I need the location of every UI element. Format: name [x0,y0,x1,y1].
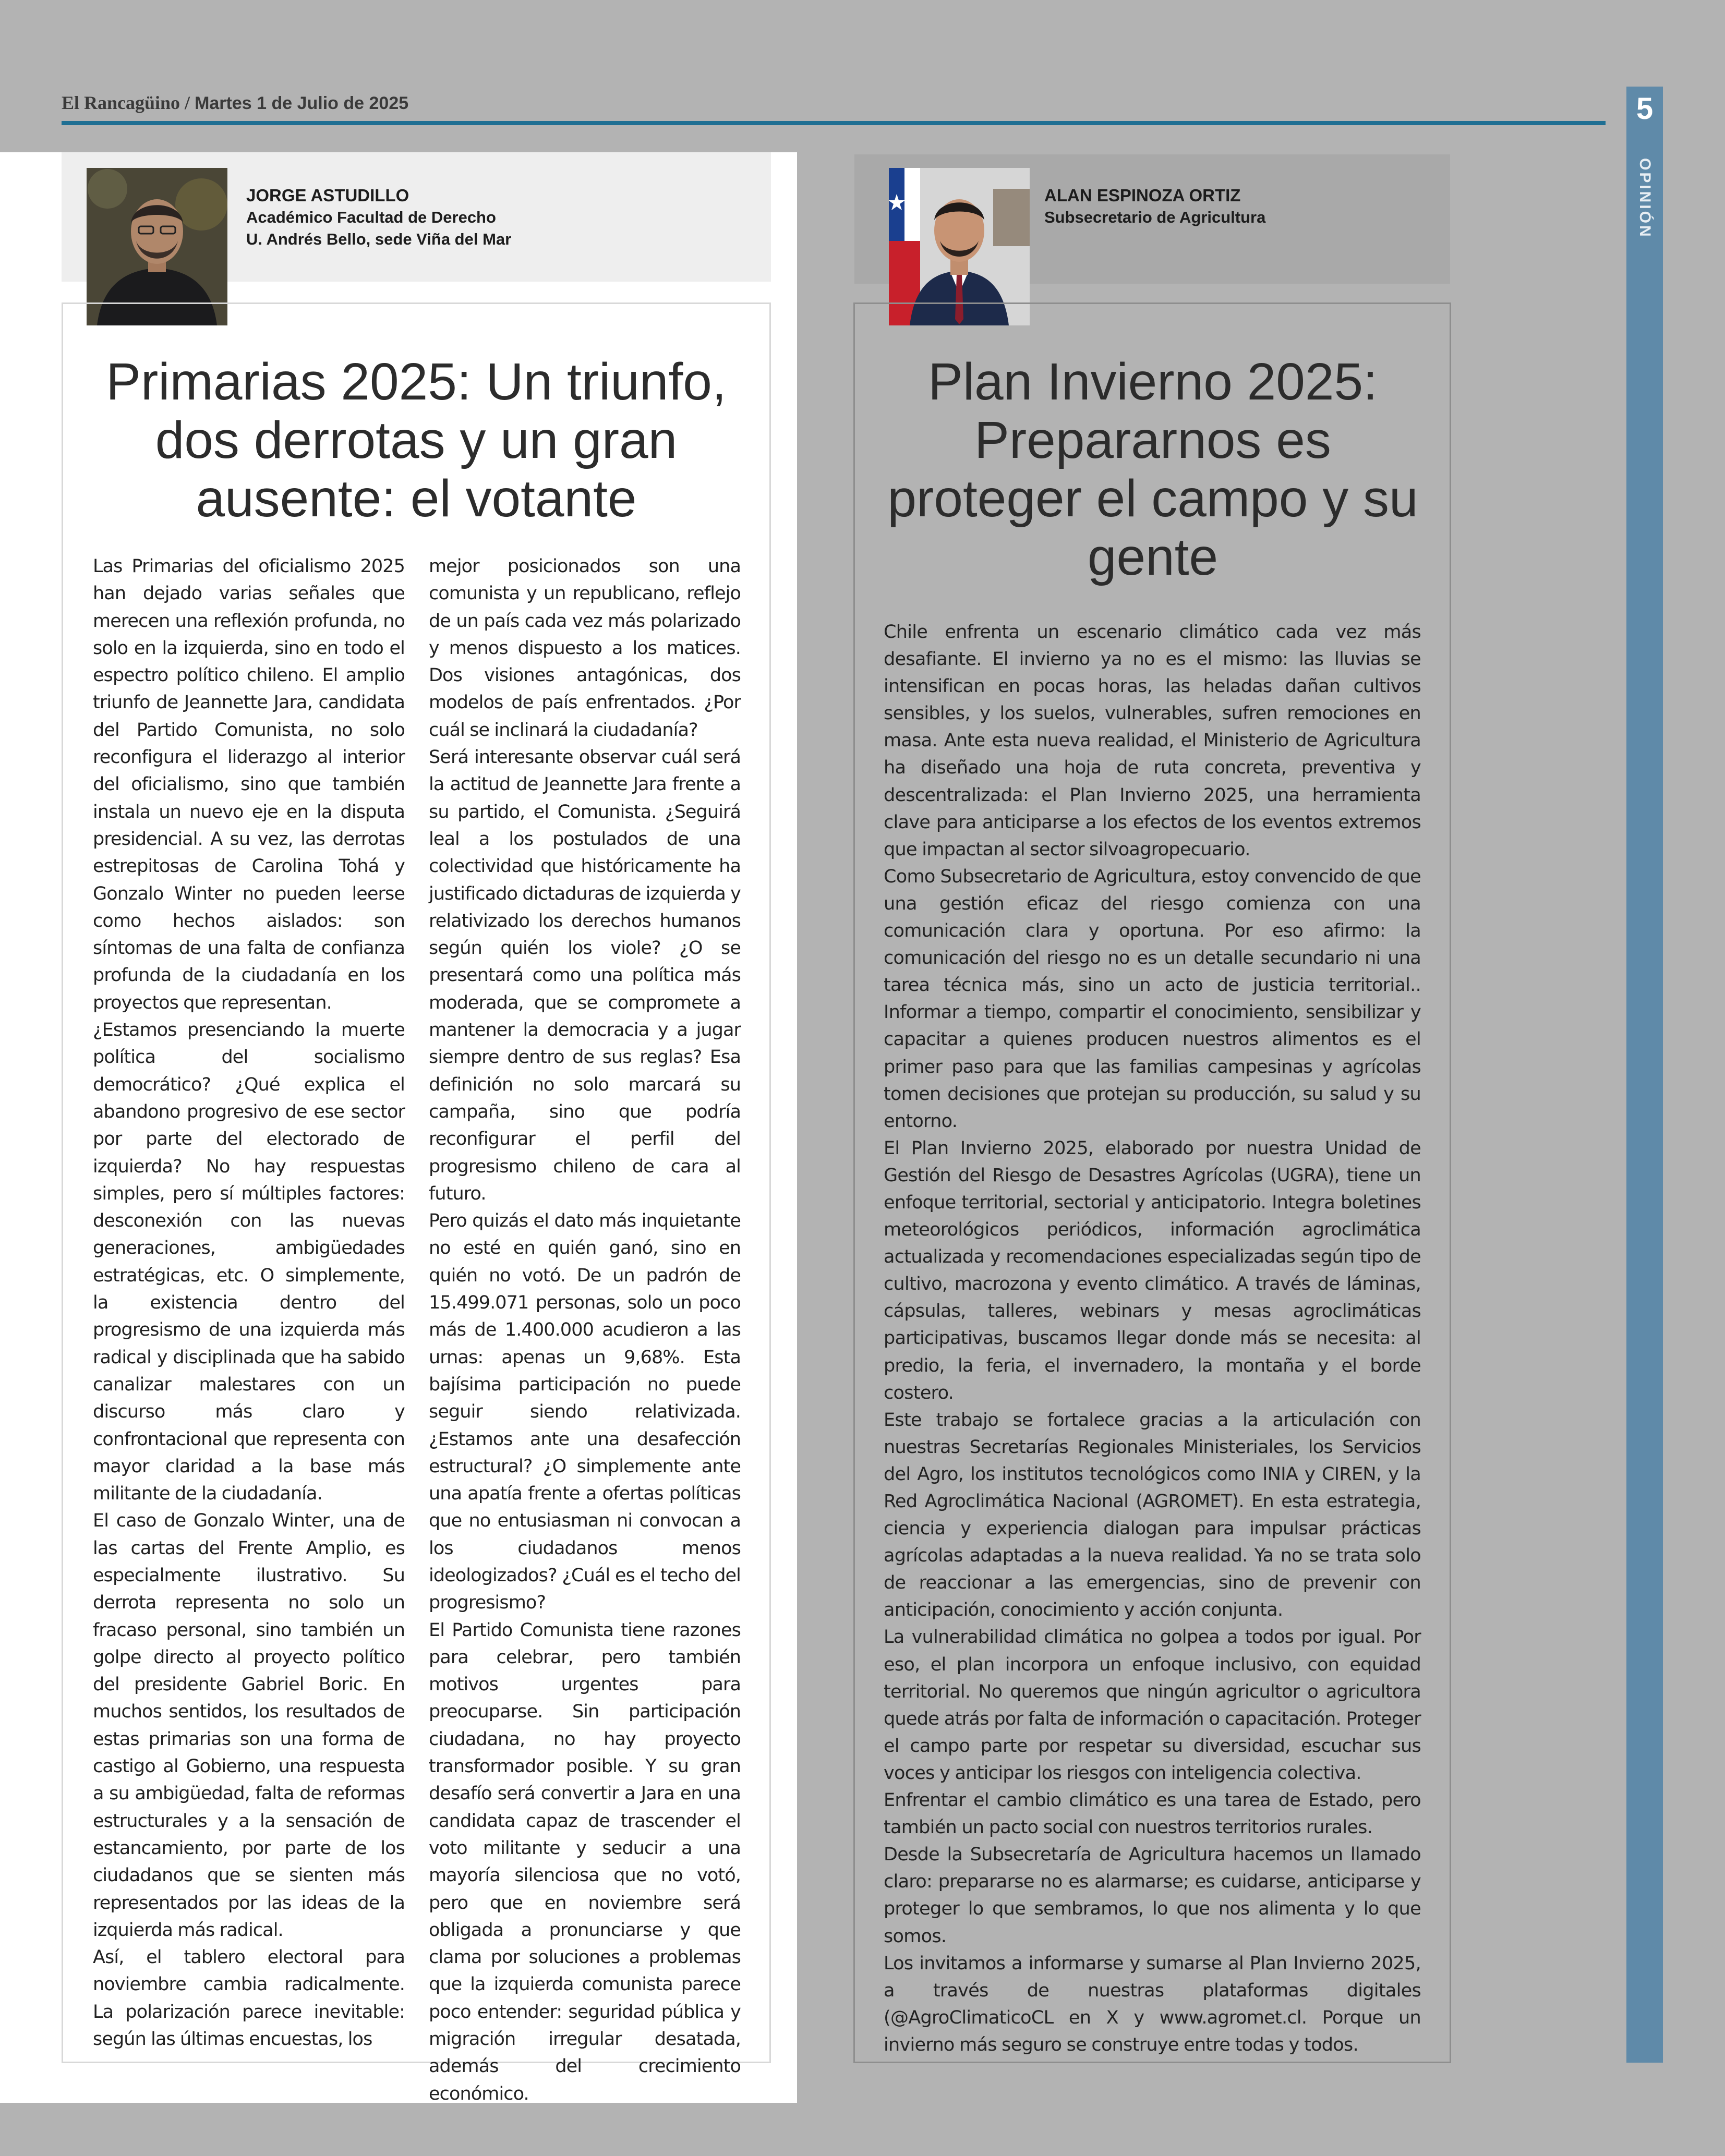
paragraph: Será interesante observar cuál será la actitud de Jeannette Jara frente a su partido, el Comunista. ¿Seguirá leal a los postulados de una colectividad que históricamente ha justificado dictaduras de izquierda y relativizado los derechos humanos según quién los viole? ¿O se presentará como una política más moderada, que se compromete a mantener la democracia y a jugar siempre dentro de sus reglas? Esa definición no solo marcará su campaña, sino que podría reconfigurar el perfil del progresismo chileno de cara al futuro. [429,747,741,1204]
paragraph: Chile enfrenta un escenario climático cada vez más desafiante. El invierno ya no es el mismo: las lluvias se intensifican en pocas horas, las heladas dañan cultivos sensibles, y los suelos, vulnerables, sufren remociones en masa. Ante esta nueva realidad, el Ministerio de Agricultura ha diseñado una hoja de ruta concreta, preventiva y descentralizada: el Plan Invierno 2025, una herramienta clave para anticiparse a los efectos de los eventos extremos que impactan al sector silvoagropecuario. [884,622,1421,860]
paragraph: Las Primarias del oficialismo 2025 han dejado varias señales que merecen una reflexión profunda, no solo en la izquierda, sino en todo el espectro político chileno. El amplio triunfo de Jeannette Jara, candidata del Partido Comunista, no solo reconfigura el liderazgo al interior del oficialismo, sino que también instala un nuevo eje en la disputa presidencial. A su vez, las derrotas estrepitosas de Carolina Tohá y Gonzalo Winter no pueden leerse como hechos aislados: son síntomas de una falta de confianza profunda de la ciudadanía en los proyectos que representan. [93,556,405,1013]
paragraph: El Plan Invierno 2025, elaborado por nuestra Unidad de Gestión del Riesgo de Desastres Agrícolas (UGRA), tiene un enfoque territorial, sectorial y anticipatorio. Integra boletines meteorológicos periódicos, información agroclimática actualizada y recomendaciones especializadas según tipo de cultivo, macrozona y evento climático. A través de láminas, cápsulas, talleres, webinars y mesas agroclimáticas participativas, buscamos llegar donde más se necesita: al predio, la feria, el invernadero, la montaña y el borde costero. [884,1137,1421,1403]
section-strip [1626,131,1663,2063]
paragraph: Así, el tablero electoral para noviembre cambia radicalmente. La polarización parece inevitable: según las últimas encuestas, los [93,1947,405,2050]
paragraph: Como Subsecretario de Agricultura, estoy convencido de que una gestión eficaz del riesgo comienza con una comunicación clara y oportuna. Por eso afirmo: la comunicación del riesgo no es un detalle secundario ni una tarea técnica más, sino un acto de justicia territorial.. Informar a tiempo, compartir el conocimiento, sensibilizar y capacitar a quienes producen nuestros alimentos es el primer paso para que las familias campesinas y agrícolas tomen decisiones que protejan su producción, su salud y su entorno. [884,866,1421,1132]
portrait-icon [87,168,227,325]
paragraph: El caso de Gonzalo Winter, una de las cartas del Frente Amplio, es especialmente ilustrativo. Su derrota representa no solo un fracaso personal, sino también un golpe directo al proyecto político del presidente Gabriel Boric. En muchos sentidos, los resultados de estas primarias son una forma de castigo al Gobierno, una respuesta a su ambigüedad, falta de reformas estructurales y a la sensación de estancamiento, por parte de los ciudadanos que se sienten más representados por las ideas de la izquierda más radical. [93,1510,405,1941]
paragraph: ¿Estamos presenciando la muerte política del socialismo democrático? ¿Qué explica el abandono progresivo de ese sector por parte del electorado de izquierda? No hay respuestas simples, pero sí múltiples factores: desconexión con las nuevas generaciones, ambigüedades estratégicas, etc. O simplemente, la existencia dentro del progresismo de una izquierda más radical y disciplinada que ha sabido canalizar malestares con un discurso más claro y confrontacional que representa con mayor claridad a la base más militante de la ciudadanía. [93,1020,405,1505]
paragraph: Este trabajo se fortalece gracias a la articulación con nuestras Secretarías Regionales Ministeriales, los Servicios del Agro, los institutos tecnológicos como INIA y CIREN, y la Red Agroclimática Nacional (AGROMET). En esta estrategia, ciencia y experiencia dialogan para impulsar prácticas agrícolas adaptadas a la nueva realidad. Ya no se trata solo de reaccionar a las emergencias, sino de prevenir con anticipación, conocimiento y acción conjunta. [884,1409,1421,1621]
paragraph: La vulnerabilidad climática no golpea a todos por igual. Por eso, el plan incorpora un enfoque inclusivo, con equidad territorial. No queremos que ningún agricultor o agricultora quede atrás por falta de información o capacitación. Proteger el campo parte por respetar su diversidad, escuchar sus voces y anticipar los riesgos con inteligencia colectiva. [884,1627,1421,1784]
paragraph: Desde la Subsecretaría de Agricultura hacemos un llamado claro: prepararse no es alarmarse; es cuidarse, anticiparse y proteger lo que sembramos, lo que nos alimenta y lo que somos. [884,1844,1421,1947]
paragraph: Enfrentar el cambio climático es una tarea de Estado, pero también un pacto social con nuestros territorios rurales. [884,1790,1421,1838]
paragraph: El Partido Comunista tiene razones para celebrar, pero también motivos urgentes para preocuparse. Sin participación ciudadana, no hay proyecto transformador posible. Y su gran desafío será convertir a Jara en una candidata capaz de trascender el voto militante y seducir a una mayoría silenciosa que no votó, pero que en noviembre será obligada a pronunciarse y que clama por soluciones a problemas que la izquierda comunista parece poco entender: seguridad pública y migración irregular desatada, además del crecimiento económico. [429,1619,741,2104]
portrait-icon [889,168,1030,325]
paragraph: Pero quizás el dato más inquietante no esté en quién ganó, sino en quién no votó. De un padrón de 15.499.071 personas, solo un poco más de 1.400.000 acudieron a las urnas: apenas un 9,68%. Esta bajísima participación no puede seguir siendo relativizada. ¿Estamos ante una desafección estructural? ¿O simplemente ante una apatía frente a ofertas políticas que no entusiasman ni convocan a los ciudadanos menos ideologizados? ¿Cuál es el techo del progresismo? [429,1210,741,1614]
author-role-right: Subsecretario de Agricultura [1044,208,1266,226]
author-byline-left [246,185,511,250]
page-number: 5 [1626,87,1663,131]
issue-date: Martes 1 de Julio de 2025 [195,93,409,113]
author-photo-left [87,168,227,325]
section-label: OPINIÓN [1636,158,1654,239]
author-name-left: JORGE ASTUDILLO [246,186,409,205]
masthead [62,92,1606,120]
masthead-rule [62,121,1606,125]
newspaper-name: El Rancagüino / [62,92,190,113]
author-photo-right [889,168,1030,325]
left-article-title: Primarias 2025: Un triunfo, dos derrotas y un gran ausente: el votante [106,353,727,528]
paragraph: Los invitamos a informarse y sumarse al Plan Invierno 2025, a través de nuestras plataformas digitales (@AgroClimaticoCL en X y www.agromet.cl. Porque un invierno más seguro se construye entre todas y todos. [884,1953,1421,2055]
right-article-body [884,619,1421,2058]
left-article-column-2 [429,553,741,2107]
author-institution-left: U. Andrés Bello, sede Viña del Mar [246,230,512,248]
right-article-title: Plan Invierno 2025: Prepararnos es proteger el campo y su gente [887,353,1418,586]
author-role-left: Académico Facultad de Derecho [246,208,496,226]
author-name-right: ALAN ESPINOZA ORTIZ [1044,186,1241,205]
paragraph: mejor posicionados son una comunista y un republicano, reflejo de un país cada vez más polarizado y menos dispuesto a los matices. Dos visiones antagónicas, dos modelos de país enfrentados. ¿Por cuál se inclinará la ciudadanía? [429,556,741,741]
left-article-column-1 [93,553,405,2053]
author-byline-right [1044,185,1265,228]
